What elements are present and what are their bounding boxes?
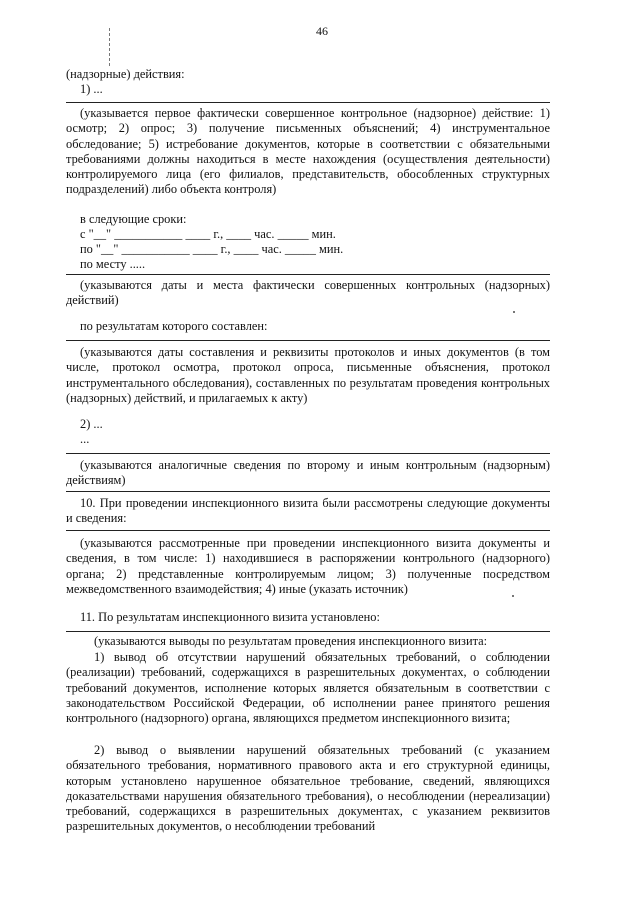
note-dates-places: (указываются даты и места фактически совершенных контрольных (надзорных) действий) bbox=[66, 278, 550, 308]
conclusion-2: 2) вывод о выявлении нарушений обязательных требований (с указанием обязательного требования, нормативного правового акта и его структурной единицы, которым установлено нарушенное обязательное требование, сведений, являющихся доказательствами нарушения обязательного требования), о несоблюдении (нереализации) требований, содержащихся в разрешительных документах, с указанием реквизитов разрешительных документов, о несоблюдении требований bbox=[66, 743, 550, 834]
section-10-documents: 10. При проведении инспекционного визита были рассмотрены следующие документы и сведения: bbox=[66, 496, 550, 526]
fill-line bbox=[66, 102, 550, 103]
fill-line bbox=[66, 491, 550, 492]
scan-speck bbox=[512, 595, 514, 597]
item-2: 2) ... bbox=[80, 417, 103, 431]
note-protocols: (указываются даты составления и реквизиты протоколов и иных документов (в том числе, протокол осмотра, протокол опроса, письменные объяснения, протокол инструментального обследования), составленных по результатам проведения контрольных (надзорных) действий, и прилагаемых к акту) bbox=[66, 345, 550, 405]
line-date-to: по "__" ___________ ____ г., ____ час. _____ мин. bbox=[80, 242, 344, 256]
line-place: по месту ..... bbox=[80, 257, 146, 271]
fill-line bbox=[66, 530, 550, 531]
note-documents-reviewed: (указываются рассмотренные при проведении инспекционного визита документы и сведения, в том числе: 1) находившиеся в распоряжении контрольного (надзорного) органа; 2) представленные контролируемым лицом; 3) полученные посредством межведомственного взаимодействия; 4) иные (указать источник) bbox=[66, 536, 550, 596]
item-1: 1) ... bbox=[80, 82, 103, 96]
section-11-findings: 11. По результатам инспекционного визита установлено: bbox=[80, 610, 380, 624]
line-result-compiled: по результатам которого составлен: bbox=[80, 319, 268, 333]
fill-line bbox=[66, 340, 550, 341]
line-actions-heading: (надзорные) действия: bbox=[66, 67, 185, 81]
fill-line bbox=[66, 631, 550, 632]
fill-line bbox=[66, 453, 550, 454]
note-first-action: (указывается первое фактически совершенное контрольное (надзорное) действие: 1) осмотр; 2) опрос; 3) получение письменных объяснений; 4) инструментальное обследование; 5) истребование документов, которые в соответствии с обязательными требованиями должны находиться в месте нахождения (осуществления деятельности) контролируемого лица (его филиалов, представительств, обособленных структурных подразделений) либо объекта контроля) bbox=[66, 106, 550, 197]
fill-line bbox=[66, 274, 550, 275]
conclusion-1: 1) вывод об отсутствии нарушений обязательных требований, о соблюдении (реализации) требований, содержащихся в разрешительных документах, о соблюдении требований документов, исполнение которых является обязательным в соответствии с законодательством Российской Федерации, об исполнении ранее принятого решения контрольного (надзорного) органа, являющихся предметом инспекционного визита; bbox=[66, 650, 550, 726]
item-ellipsis: ... bbox=[80, 432, 90, 446]
line-deadlines: в следующие сроки: bbox=[80, 212, 187, 226]
page-number: 46 bbox=[316, 24, 328, 38]
line-date-from: с "__" ___________ ____ г., ____ час. _____ мин. bbox=[80, 227, 336, 241]
scan-margin-mark bbox=[109, 28, 110, 66]
note-other-actions: (указываются аналогичные сведения по второму и иным контрольным (надзорным) действиям) bbox=[66, 458, 550, 488]
scan-speck bbox=[513, 311, 515, 313]
note-conclusions-intro: (указываются выводы по результатам проведения инспекционного визита: bbox=[94, 634, 488, 648]
